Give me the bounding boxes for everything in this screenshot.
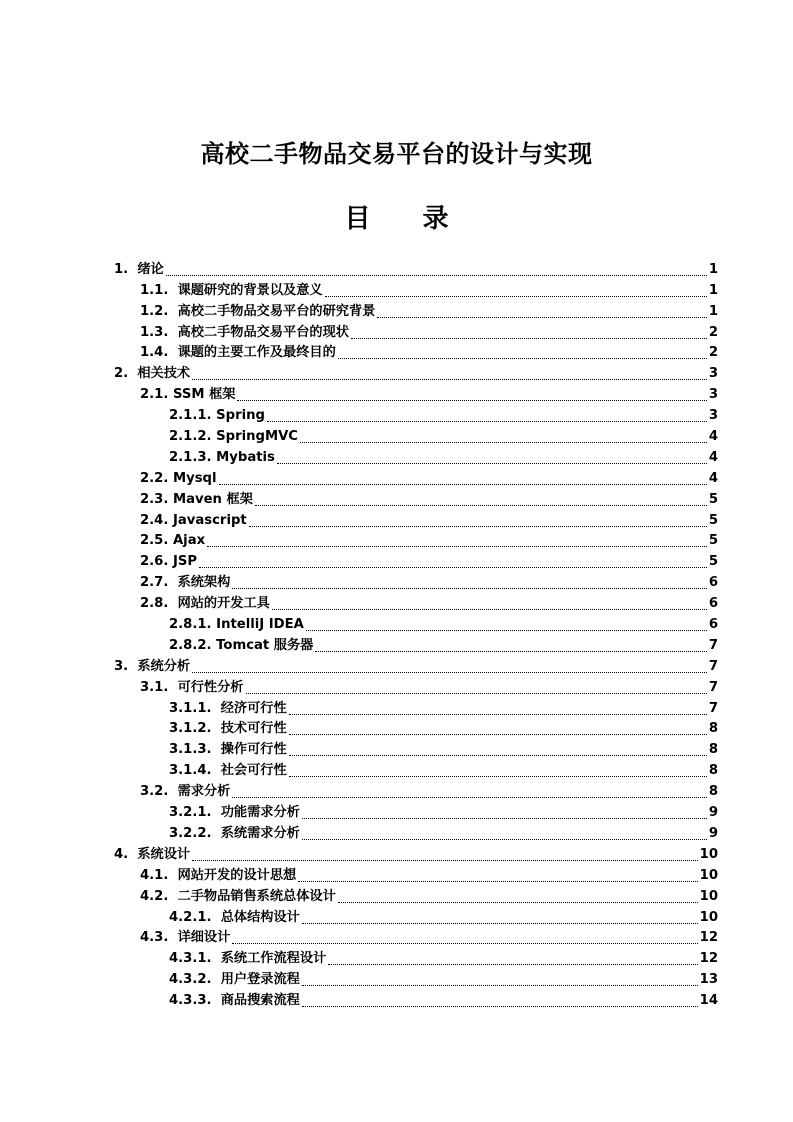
toc-entry[interactable] — [0, 864, 793, 885]
toc-entry-title: 相关技术 — [137, 366, 191, 382]
toc-entry-page: 8 — [708, 784, 718, 800]
toc-entry-title: 商品搜索流程 — [220, 993, 300, 1009]
toc-dot-leader — [232, 796, 707, 798]
toc-entry-page: 3 — [708, 366, 718, 382]
toc-entry-title: 总体结构设计 — [220, 909, 300, 925]
toc-dot-leader — [315, 650, 706, 652]
toc-entry[interactable] — [0, 843, 793, 864]
toc-entry-number: 2. — [114, 366, 138, 382]
toc-entry-page: 12 — [699, 951, 718, 967]
toc-entry-title: 课题研究的背景以及意义 — [177, 282, 323, 298]
toc-entry-title: Mybatis — [216, 449, 275, 465]
toc-heading-left: 目 — [344, 204, 371, 234]
toc-entry[interactable] — [0, 446, 793, 467]
toc-entry[interactable] — [0, 404, 793, 425]
toc-entry-page: 10 — [699, 909, 718, 925]
toc-entry[interactable] — [0, 321, 793, 342]
toc-entry-number: 4.3. — [140, 930, 178, 946]
toc-entry-title: Maven 框架 — [172, 491, 253, 507]
toc-heading-right: 录 — [422, 204, 449, 234]
toc-dot-leader — [219, 483, 707, 485]
document-title: 高校二手物品交易平台的设计与实现 — [200, 140, 593, 168]
toc-entry[interactable] — [0, 613, 793, 634]
toc-dot-leader — [302, 817, 707, 819]
toc-entry-title: Javascript — [172, 512, 247, 528]
toc-entry-page: 12 — [699, 930, 718, 946]
toc-entry-title: JSP — [172, 554, 198, 570]
toc-entry-number: 4.3.2. — [169, 972, 221, 988]
toc-entry-number: 2.1.2. — [169, 429, 217, 445]
toc-entry-number: 1. — [114, 261, 138, 277]
toc-entry[interactable] — [0, 655, 793, 676]
toc-entry-number: 2.1. — [140, 387, 173, 403]
toc-entry-page: 9 — [708, 825, 718, 841]
toc-entry[interactable] — [0, 718, 793, 739]
toc-entry-number: 4. — [114, 846, 138, 862]
toc-dot-leader — [289, 775, 707, 777]
toc-entry[interactable] — [0, 300, 793, 321]
toc-entry-title: 经济可行性 — [220, 700, 287, 716]
toc-entry-title: SpringMVC — [216, 429, 298, 445]
toc-entry-page: 2 — [708, 345, 718, 361]
toc-entry-title: 系统设计 — [137, 846, 191, 862]
toc-entry-page: 6 — [708, 617, 718, 633]
toc-entry-title: 课题的主要工作及最终目的 — [177, 345, 336, 361]
toc-dot-leader — [192, 671, 707, 673]
toc-dot-leader — [166, 274, 707, 276]
toc-entry[interactable] — [0, 738, 793, 759]
toc-dot-leader — [377, 316, 706, 318]
toc-entry-number: 1.1. — [140, 282, 178, 298]
toc-dot-leader — [325, 295, 707, 297]
toc-entry-page: 10 — [699, 846, 718, 862]
toc-entry-number: 4.2.1. — [169, 909, 221, 925]
toc-dot-leader — [302, 838, 707, 840]
toc-entry-page: 7 — [708, 637, 718, 653]
toc-entry-page: 1 — [708, 303, 718, 319]
toc-entry-number: 2.6. — [140, 554, 173, 570]
toc-entry-page: 4 — [708, 449, 718, 465]
toc-entry-number: 1.3. — [140, 324, 178, 340]
toc-entry[interactable] — [0, 592, 793, 613]
toc-dot-leader — [306, 629, 707, 631]
toc-entry-number: 1.2. — [140, 303, 178, 319]
toc-entry-number: 3.1.3. — [169, 742, 221, 758]
toc-entry-title: IntelliJ IDEA — [216, 617, 304, 633]
toc-entry-number: 2.8.1. — [169, 617, 217, 633]
toc-entry-number: 2.8.2. — [169, 637, 217, 653]
toc-dot-leader — [192, 859, 698, 861]
toc-dot-leader — [255, 504, 707, 506]
toc-dot-leader — [207, 545, 707, 547]
toc-entry-title: 高校二手物品交易平台的现状 — [177, 324, 349, 340]
toc-dot-leader — [298, 880, 697, 882]
toc-entry[interactable] — [0, 383, 793, 404]
toc-dot-leader — [199, 566, 707, 568]
toc-entry-number: 3.1.2. — [169, 721, 221, 737]
toc-dot-leader — [302, 922, 698, 924]
toc-entry-number: 4.3.1. — [169, 951, 221, 967]
toc-dot-leader — [328, 963, 697, 965]
toc-entry[interactable] — [0, 906, 793, 927]
toc-entry[interactable] — [0, 279, 793, 300]
toc-entry-page: 8 — [708, 721, 718, 737]
toc-entry-number: 4.1. — [140, 867, 178, 883]
toc-entry[interactable] — [0, 467, 793, 488]
toc-entry-page: 2 — [708, 324, 718, 340]
toc-entry-page: 4 — [708, 470, 718, 486]
toc-entry[interactable] — [0, 780, 793, 801]
toc-entry[interactable] — [0, 968, 793, 989]
toc-entry-number: 2.8. — [140, 596, 178, 612]
toc-entry[interactable] — [0, 488, 793, 509]
toc-entry-page: 14 — [699, 993, 718, 1009]
toc-entry-page: 7 — [708, 700, 718, 716]
toc-dot-leader — [272, 608, 707, 610]
toc-entry-page: 1 — [708, 282, 718, 298]
toc-entry-title: 详细设计 — [177, 930, 231, 946]
toc-dot-leader — [338, 357, 707, 359]
toc-entry-number: 3.1.1. — [169, 700, 221, 716]
toc-dot-leader — [192, 378, 707, 380]
toc-entry-title: Tomcat 服务器 — [216, 637, 314, 653]
toc-entry-number: 3.2.1. — [169, 805, 221, 821]
toc-entry-page: 8 — [708, 742, 718, 758]
toc-entry-number: 4.2. — [140, 888, 178, 904]
toc-dot-leader — [289, 713, 707, 715]
toc-dot-leader — [302, 984, 698, 986]
toc-entry-number: 2.7. — [140, 575, 178, 591]
table-of-contents — [0, 258, 793, 1010]
toc-entry-number: 2.5. — [140, 533, 173, 549]
toc-entry-number: 3.2.2. — [169, 825, 221, 841]
toc-entry[interactable] — [0, 571, 793, 592]
toc-dot-leader — [289, 754, 707, 756]
toc-entry-page: 6 — [708, 596, 718, 612]
toc-entry-number: 3.1.4. — [169, 763, 221, 779]
toc-entry-page: 3 — [708, 387, 718, 403]
toc-entry-number: 3.1. — [140, 679, 178, 695]
toc-dot-leader — [232, 942, 697, 944]
toc-entry-title: 高校二手物品交易平台的研究背景 — [177, 303, 376, 319]
toc-entry-title: 网站的开发工具 — [177, 596, 270, 612]
toc-entry-title: 网站开发的设计思想 — [177, 867, 297, 883]
toc-entry-page: 13 — [699, 972, 718, 988]
toc-entry-title: 系统架构 — [177, 575, 231, 591]
toc-entry-number: 2.2. — [140, 470, 173, 486]
toc-entry-page: 5 — [708, 554, 718, 570]
toc-dot-leader — [351, 337, 707, 339]
toc-entry-page: 5 — [708, 533, 718, 549]
toc-entry-page: 8 — [708, 763, 718, 779]
toc-entry-title: 系统需求分析 — [220, 825, 300, 841]
toc-entry[interactable] — [0, 947, 793, 968]
toc-entry-number: 3. — [114, 658, 138, 674]
toc-entry-title: Mysql — [172, 470, 217, 486]
toc-entry[interactable] — [0, 362, 793, 383]
toc-entry-number: 2.3. — [140, 491, 173, 507]
toc-entry[interactable] — [0, 697, 793, 718]
toc-dot-leader — [338, 901, 698, 903]
toc-entry-page: 7 — [708, 658, 718, 674]
toc-entry-number: 2.1.3. — [169, 449, 217, 465]
toc-entry[interactable] — [0, 258, 793, 279]
toc-entry[interactable] — [0, 550, 793, 571]
toc-dot-leader — [232, 587, 707, 589]
toc-entry[interactable] — [0, 342, 793, 363]
toc-entry[interactable] — [0, 634, 793, 655]
toc-dot-leader — [302, 1005, 698, 1007]
toc-entry-title: 可行性分析 — [177, 679, 244, 695]
toc-entry-title: Ajax — [172, 533, 206, 549]
toc-entry[interactable] — [0, 425, 793, 446]
toc-entry-page: 9 — [708, 805, 718, 821]
toc-dot-leader — [237, 399, 706, 401]
toc-dot-leader — [300, 441, 707, 443]
toc-entry-number: 1.4. — [140, 345, 178, 361]
toc-entry-page: 7 — [708, 679, 718, 695]
toc-entry-title: 功能需求分析 — [220, 805, 300, 821]
toc-entry[interactable] — [0, 759, 793, 780]
toc-entry-page: 3 — [708, 408, 718, 424]
toc-entry-page: 4 — [708, 429, 718, 445]
toc-entry-title: 用户登录流程 — [220, 972, 300, 988]
toc-entry-title: Spring — [216, 408, 265, 424]
toc-entry-page: 6 — [708, 575, 718, 591]
toc-entry[interactable] — [0, 801, 793, 822]
toc-entry[interactable] — [0, 885, 793, 906]
toc-heading — [0, 200, 793, 238]
toc-dot-leader — [267, 420, 707, 422]
toc-entry-page: 5 — [708, 512, 718, 528]
toc-entry[interactable] — [0, 676, 793, 697]
toc-dot-leader — [246, 692, 707, 694]
toc-dot-leader — [249, 525, 707, 527]
toc-entry-title: 操作可行性 — [220, 742, 287, 758]
toc-entry-title: SSM 框架 — [172, 387, 236, 403]
toc-entry-title: 系统分析 — [137, 658, 191, 674]
toc-dot-leader — [277, 462, 707, 464]
toc-entry[interactable] — [0, 822, 793, 843]
toc-entry[interactable] — [0, 927, 793, 948]
toc-entry-page: 10 — [699, 888, 718, 904]
toc-entry-number: 2.1.1. — [169, 408, 217, 424]
toc-entry-number: 3.2. — [140, 784, 178, 800]
toc-entry-page: 5 — [708, 491, 718, 507]
toc-entry-page: 10 — [699, 867, 718, 883]
toc-entry-number: 4.3.3. — [169, 993, 221, 1009]
toc-entry-number: 2.4. — [140, 512, 173, 528]
toc-entry[interactable] — [0, 530, 793, 551]
toc-entry-title: 二手物品销售系统总体设计 — [177, 888, 336, 904]
toc-entry-title: 系统工作流程设计 — [220, 951, 327, 967]
toc-entry-title: 需求分析 — [177, 784, 231, 800]
toc-entry-page: 1 — [708, 261, 718, 277]
toc-dot-leader — [289, 733, 707, 735]
toc-entry-title: 技术可行性 — [220, 721, 287, 737]
toc-entry-title: 社会可行性 — [220, 763, 287, 779]
toc-entry[interactable] — [0, 989, 793, 1010]
toc-entry[interactable] — [0, 509, 793, 530]
toc-entry-title: 绪论 — [137, 261, 164, 277]
